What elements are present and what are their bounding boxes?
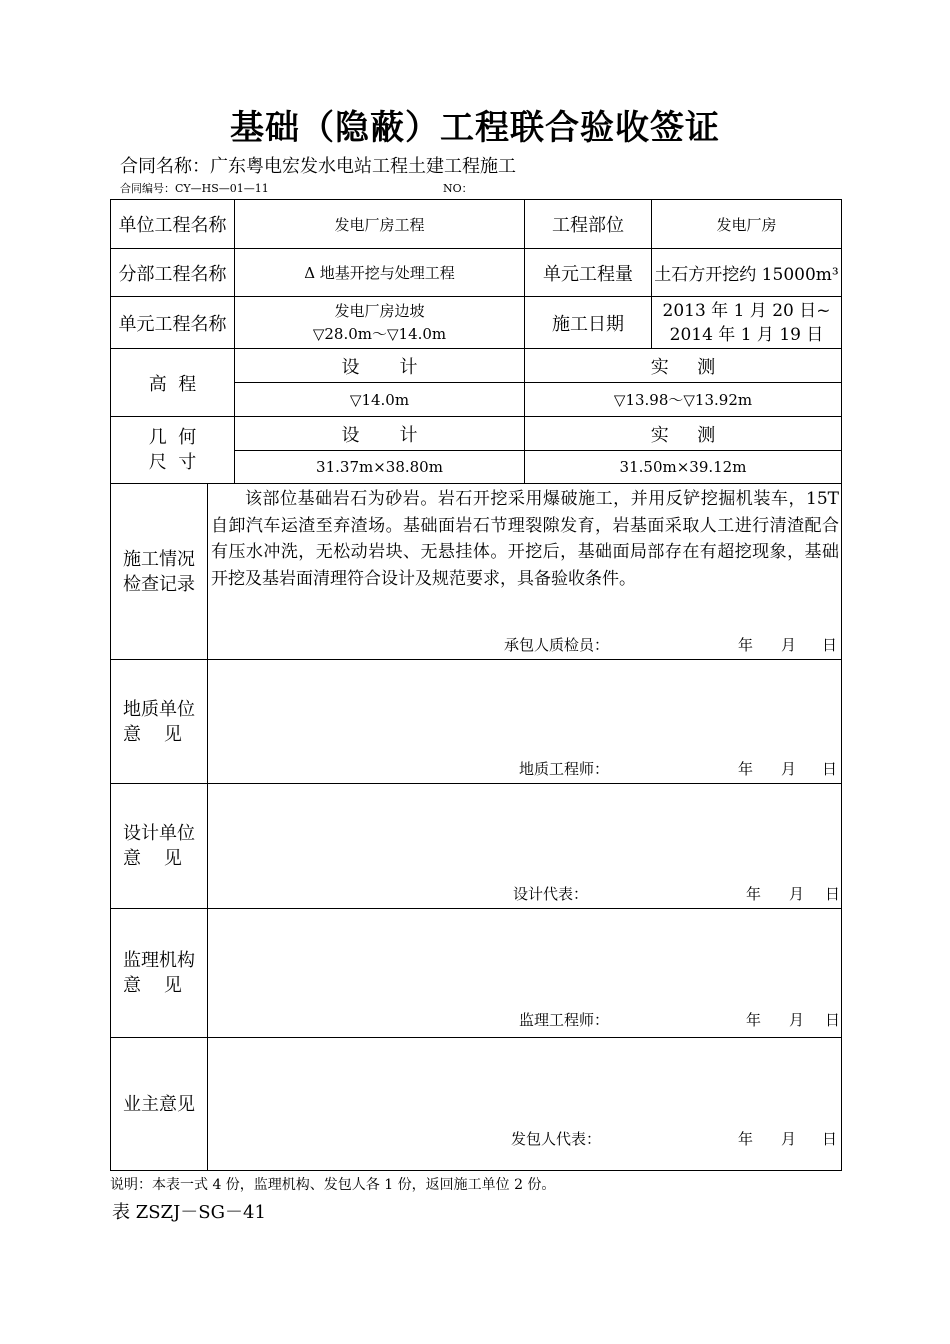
inspection-signer-label: 承包人质检员：: [504, 636, 610, 654]
construction-date-line2: 2014 年 1 月 19 日: [669, 324, 824, 345]
design-opinion-label-line1: 设计单位: [123, 823, 195, 844]
elevation-design-value: ▽14.0m: [235, 383, 525, 417]
inspection-date-year: 年: [738, 636, 754, 654]
construction-date-label: 施工日期: [525, 297, 652, 349]
geology-opinion-label: [111, 660, 208, 784]
geology-signer-label: 地质工程师：: [519, 760, 610, 778]
owner-opinion-row: [111, 1038, 842, 1171]
design-date-month: 月: [789, 885, 805, 903]
geometry-header-row: [111, 417, 842, 451]
supervision-opinion-label: [111, 909, 208, 1038]
serial-number-label: NO：: [443, 182, 473, 195]
acceptance-form-table: [110, 199, 842, 1171]
supervision-opinion-body: [208, 909, 842, 1038]
form-code: 表 ZSZJ－SG－41: [112, 1202, 266, 1223]
sub-project-row: [111, 249, 842, 297]
elevation-design-header: 设 计: [235, 349, 525, 383]
geometry-label-line1: 几 何: [148, 427, 197, 448]
elevation-measured-value: ▽13.98～▽13.92m: [525, 383, 842, 417]
design-opinion-body: [208, 784, 842, 909]
unit-quantity-value: 土石方开挖约 15000m³: [652, 249, 842, 297]
document-title: 基础（隐蔽）工程联合验收签证: [230, 108, 720, 148]
unit-project-label: 单位工程名称: [111, 200, 235, 249]
unit-project-value: 发电厂房工程: [235, 200, 525, 249]
supervision-signer-label: 监理工程师：: [519, 1011, 610, 1029]
project-part-label: 工程部位: [525, 200, 652, 249]
construction-date-line1: 2013 年 1 月 20 日~: [662, 300, 831, 321]
sub-project-label: 分部工程名称: [111, 249, 235, 297]
element-name-line2: ▽28.0m～▽14.0m: [312, 324, 447, 343]
owner-date-month: 月: [781, 1130, 797, 1148]
element-name-value: [235, 297, 525, 349]
geometry-measured-value: 31.50m×39.12m: [525, 451, 842, 484]
geology-opinion-row: [111, 660, 842, 784]
geology-opinion-label-line1: 地质单位: [123, 698, 195, 720]
geology-opinion-body: [208, 660, 842, 784]
supervision-date-day: 日: [825, 1011, 841, 1029]
footnote: 说明：本表一式 4 份，监理机构、发包人各 1 份，返回施工单位 2 份。: [110, 1177, 556, 1193]
inspection-record-label-line2: 检查记录: [123, 573, 195, 595]
elevation-measured-header: 实 测: [525, 349, 842, 383]
design-date-year: 年: [746, 885, 762, 903]
construction-date-value: [652, 297, 842, 349]
geometry-label: [111, 417, 235, 484]
project-part-value: 发电厂房: [652, 200, 842, 249]
supervision-date-year: 年: [746, 1011, 762, 1029]
inspection-date-month: 月: [781, 636, 797, 654]
unit-project-row: [111, 200, 842, 249]
owner-date-day: 日: [822, 1130, 838, 1148]
supervision-opinion-label-line2: 意 见: [123, 975, 182, 996]
owner-opinion-body: [208, 1038, 842, 1171]
design-opinion-label: [111, 784, 208, 909]
owner-opinion-label: [111, 1038, 208, 1171]
design-signer-label: 设计代表：: [513, 885, 589, 903]
geometry-label-line2: 尺 寸: [148, 452, 197, 473]
element-name-line1: 发电厂房边坡: [334, 301, 425, 320]
element-name-row: [111, 297, 842, 349]
inspection-record-row: [111, 484, 842, 660]
geometry-design-value: 31.37m×38.80m: [235, 451, 525, 484]
sub-project-value: Δ 地基开挖与处理工程: [235, 249, 525, 297]
supervision-opinion-row: [111, 909, 842, 1038]
geology-opinion-label-line2: 意 见: [123, 723, 182, 745]
unit-quantity-label: 单元工程量: [525, 249, 652, 297]
contract-name: 合同名称：广东粤电宏发水电站工程土建工程施工: [120, 156, 516, 177]
elevation-header-row: [111, 349, 842, 383]
geometry-measured-header: 实 测: [525, 417, 842, 451]
geology-date-year: 年: [738, 760, 754, 778]
supervision-opinion-label-line1: 监理机构: [123, 950, 195, 971]
inspection-record-label-line1: 施工情况: [123, 548, 195, 570]
inspection-date-day: 日: [822, 636, 838, 654]
elevation-label: 高 程: [111, 349, 235, 417]
geometry-design-header: 设 计: [235, 417, 525, 451]
inspection-record-label: [111, 484, 208, 660]
design-date-day: 日: [825, 885, 841, 903]
owner-signer-label: 发包人代表：: [511, 1130, 602, 1148]
owner-opinion-label-line1: 业主意见: [123, 1093, 195, 1115]
inspection-record-body: [208, 484, 842, 660]
design-opinion-label-line2: 意 见: [123, 848, 182, 869]
geology-date-day: 日: [822, 760, 838, 778]
inspection-record-content: 该部位基础岩石为砂岩。岩石开挖采用爆破施工，并用反铲挖掘机装车，15T 自卸汽车运渣至弃渣场。基础面岩石节理裂隙发育，岩基面采取人工进行清渣配合有压水冲洗，无松动岩块、无悬挂体。开挖后，基础面局部存在有超挖现象，基础开挖及基岩面清理符合设计及规范要求，具备验收条件。: [211, 489, 839, 589]
supervision-date-month: 月: [789, 1011, 805, 1029]
element-name-label: 单元工程名称: [111, 297, 235, 349]
contract-number: 合同编号：CY—HS—01—11: [120, 182, 269, 195]
design-opinion-row: [111, 784, 842, 909]
owner-date-year: 年: [738, 1130, 754, 1148]
geology-date-month: 月: [781, 760, 797, 778]
